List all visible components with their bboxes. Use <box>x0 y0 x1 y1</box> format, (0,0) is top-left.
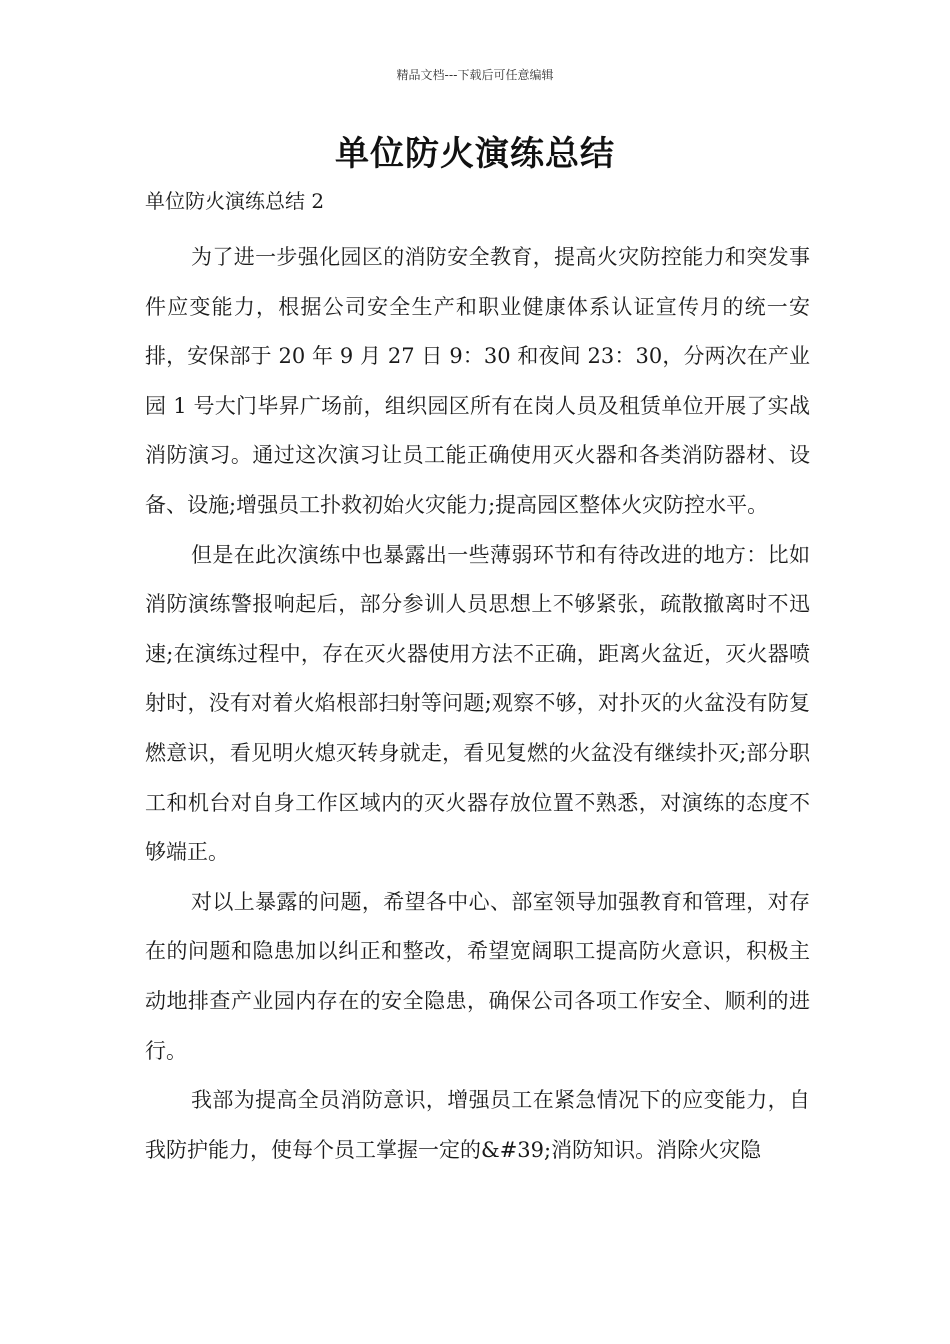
document-body <box>145 233 810 1175</box>
paragraph-3: 对以上暴露的问题，希望各中心、部室领导加强教育和管理，对存在的问题和隐患加以纠正和整改，希望宽阔职工提高防火意识，积极主动地排查产业园内存在的安全隐患，确保公司各项工作安全、顺利的进行。 <box>145 889 810 1063</box>
document-subtitle: 单位防火演练总结 2 <box>145 189 325 213</box>
document-title: 单位防火演练总结 <box>335 134 615 174</box>
paragraph-4: 我部为提高全员消防意识，增强员工在紧急情况下的应变能力，自我防护能力，使每个员工掌握一定的&#39;消防知识。消除火灾隐 <box>145 1088 810 1162</box>
page-header: 精品文档---下载后可任意编辑 <box>396 68 554 82</box>
paragraph-2: 但是在此次演练中也暴露出一些薄弱环节和有待改进的地方：比如消防演练警报响起后，部分参训人员思想上不够紧张，疏散撤离时不迅速;在演练过程中，存在灭火器使用方法不正确，距离火盆近，灭火器喷射时，没有对着火焰根部扫射等问题;观察不够，对扑灭的火盆没有防复燃意识，看见明火熄灭转身就走，看见复燃的火盆没有继续扑灭;部分职工和机台对自身工作区域内的灭火器存放位置不熟悉，对演练的态度不够端正。 <box>145 542 810 865</box>
paragraph-1: 为了进一步强化园区的消防安全教育，提高火灾防控能力和突发事件应变能力，根据公司安全生产和职业健康体系认证宣传月的统一安排，安保部于 20 年 9 月 27 日 9：30 和夜间 23：30，分两次在产业园 1 号大门毕昇广场前，组织园区所有在岗人员及租赁单位开展了实战消防演习。通过这次演习让员工能正确使用灭火器和各类消防器材、设备、设施;增强员工扑救初始火灾能力;提高园区整体火灾防控水平。 <box>145 245 810 517</box>
